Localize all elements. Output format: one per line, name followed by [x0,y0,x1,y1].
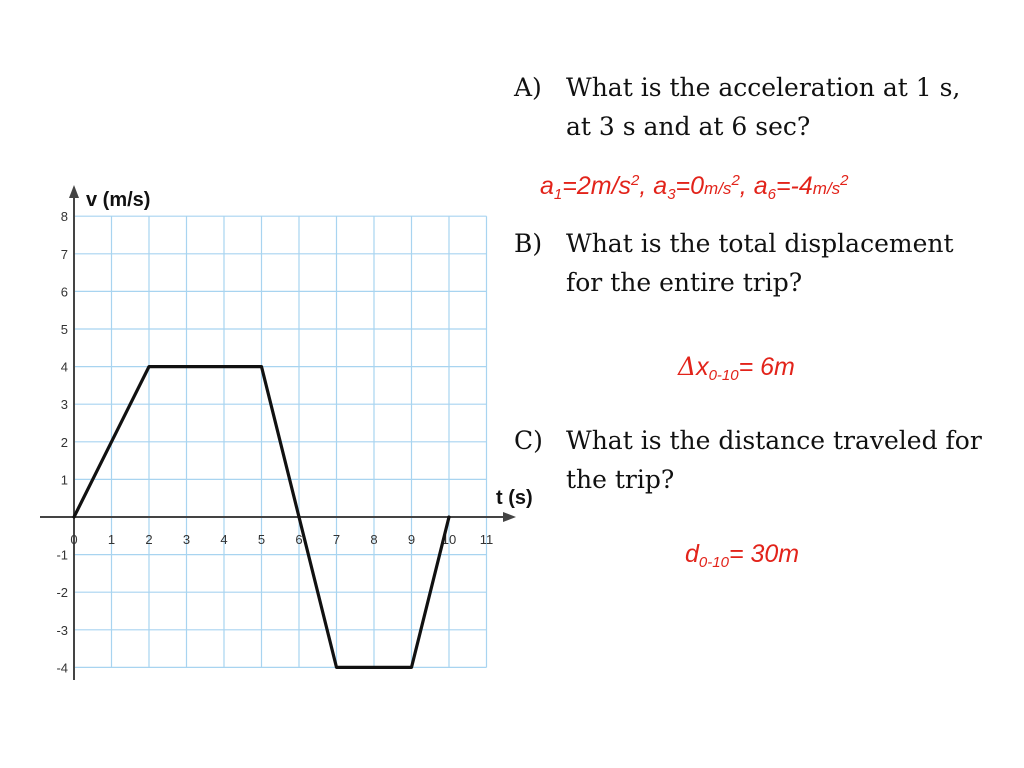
answer-a3-sub: 3 [667,186,676,203]
x-tick-label: 0 [70,532,78,547]
x-tick-label: 4 [220,532,228,547]
answer-b-value: = 6m [738,353,795,381]
answer-a6-unit: m/s [812,179,841,198]
answer-c-value: = 30m [728,540,800,568]
y-axis-arrow [69,185,79,198]
x-tick-label: 11 [479,532,494,547]
question-b-letter: B) [514,229,543,258]
x-tick-label: 8 [370,532,378,547]
answer-a-sep1: , [639,172,654,200]
y-tick-label: 5 [60,322,68,337]
x-tick-label: 6 [295,532,303,547]
answer-a1-var: a [540,172,554,200]
answer-a3-exp: 2 [731,172,740,189]
answer-a3-value: =0 [675,172,705,200]
x-tick-label: 10 [441,532,457,547]
y-axis-title: v (m/s) [86,189,151,211]
x-tick-label: 5 [257,532,266,547]
y-tick-label: -3 [56,622,68,638]
answer-a6-var: a [753,172,768,200]
answer-b-sub: 0-10 [708,367,739,384]
x-axis-title: t (s) [496,487,533,509]
answer-a1-sub: 1 [553,186,563,203]
delta-symbol: Δ [678,352,697,381]
answer-c [685,540,799,571]
question-a-letter: A) [514,73,542,102]
x-axis-arrow [503,512,516,522]
answer-a1-exp: 2 [631,172,640,189]
x-tick-label: 7 [332,532,341,547]
x-tick-label: 9 [407,532,416,547]
answer-a1-value: =2m/s [562,172,632,200]
answer-a6-exp: 2 [840,172,849,189]
answer-a-sep2: , [739,172,754,200]
x-tick-label: 3 [182,532,191,547]
y-tick-label: -2 [56,585,68,601]
answer-a6-sub: 6 [767,186,776,203]
question-b-text: What is the total displacement for the entire trip? [566,229,954,297]
question-c-text: What is the distance traveled for the trip? [566,426,982,494]
y-tick-label: 6 [60,284,68,300]
answer-b [678,352,795,384]
question-a-text: What is the acceleration at 1 s, at 3 s and at 6 sec? [566,73,961,141]
answer-a6-value: =-4 [775,172,813,200]
x-tick-label: 2 [145,532,153,547]
x-tick-label: 1 [107,532,116,547]
y-tick-label: 7 [60,246,68,262]
y-tick-label: 8 [60,209,68,225]
answer-c-sub: 0-10 [698,554,729,571]
y-tick-label: -1 [56,547,68,563]
y-tick-label: -4 [56,660,68,676]
answer-c-var: d [685,540,699,568]
y-tick-label: 3 [60,397,68,413]
answer-a3-unit: m/s [704,179,732,198]
answer-b-var: x [696,353,709,381]
y-tick-label: 1 [60,472,68,488]
y-tick-label: 2 [60,434,68,450]
question-c-letter: C) [514,426,543,455]
answer-a3-var: a [653,172,668,200]
answer-a [540,172,849,203]
y-tick-label: 4 [60,359,68,375]
